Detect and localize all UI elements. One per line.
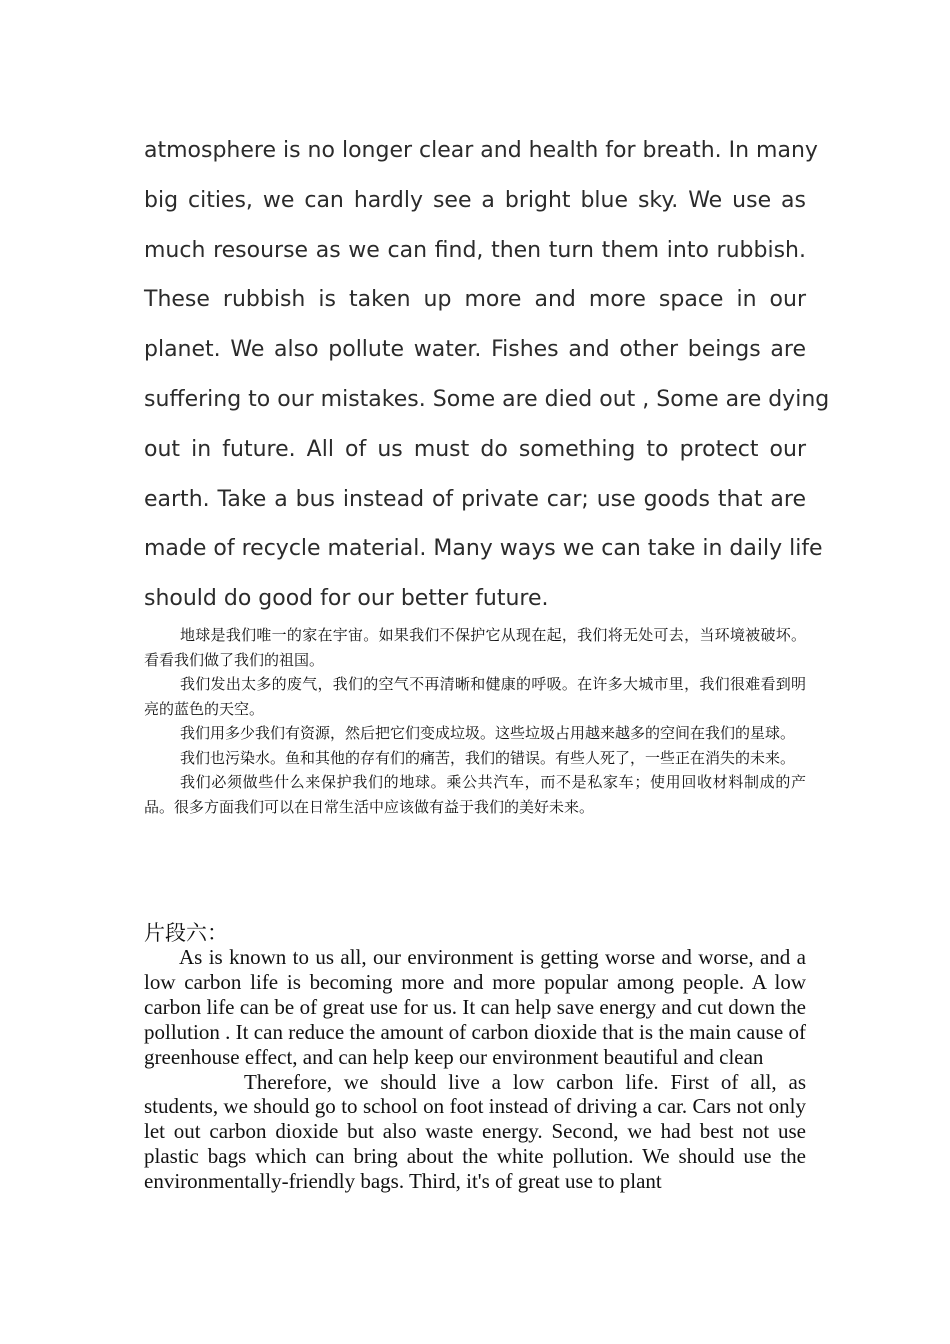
english-line: should do good for our better future. (144, 586, 549, 612)
english-line: planet. We also pollute water. Fishes and other beings are (144, 337, 806, 363)
segment-six-text (144, 945, 806, 1194)
segment-paragraph: As is known to us all, our environment is getting worse and worse, and a low carbon life is becoming more and more popular among people. A low carbon life can be of great use for us. It can help save energy and cut down the pollution . It can reduce the amount of carbon dioxide that is the main cause of greenhouse effect, and can help keep our environment beautiful and clean (144, 945, 806, 1069)
english-line: earth. Take a bus instead of private car; use goods that are (144, 486, 806, 512)
segment-heading: 片段六： (144, 921, 228, 945)
segment-paragraph: Therefore, we should live a low carbon life. First of all, as students, we should go to school on foot instead of driving a car. Cars not only let out carbon dioxide but also waste energy. Second, we had best not use plastic bags which can bring about the white pollution. We should use the environmentally-friendly bags. Third, it's of great use to plant (144, 1069, 806, 1194)
translation-paragraph: 我们也污染水。鱼和其他的存有们的痛苦，我们的错误。有些人死了，一些正在消失的未来。 (180, 748, 796, 767)
chinese-translation (144, 623, 806, 819)
english-line: out in future. All of us must do something to protect our (144, 436, 806, 462)
english-line: big cities, we can hardly see a bright blue sky. We use as (144, 187, 806, 213)
translation-paragraph: 我们用多少我们有资源，然后把它们变成垃圾。这些垃圾占用越来越多的空间在我们的星球。 (180, 724, 796, 742)
english-line: suffering to our mistakes. Some are died out , Some are dying (144, 386, 830, 412)
english-line: atmosphere is no longer clear and health for breath. In many (144, 138, 818, 163)
translation-paragraph: 我们发出太多的废气，我们的空气不再清晰和健康的呼吸。在许多大城市里，我们很难看到明亮的蓝色的天空。 (144, 675, 806, 718)
english-line: These rubbish is taken up more and more space in our (144, 287, 806, 313)
english-line: made of recycle material. Many ways we can take in daily life (144, 536, 823, 562)
translation-paragraph: 我们必须做些什么来保护我们的地球。乘公共汽车，而不是私家车；使用回收材料制成的产品。很多方面我们可以在日常生活中应该做有益于我们的美好未来。 (144, 773, 806, 816)
translation-paragraph: 地球是我们唯一的家在宇宙。如果我们不保护它从现在起，我们将无处可去，当环境被破坏。看看我们做了我们的祖国。 (144, 626, 806, 669)
english-line: much resourse as we can find, then turn them into rubbish. (144, 237, 806, 263)
english-passage (144, 126, 830, 624)
